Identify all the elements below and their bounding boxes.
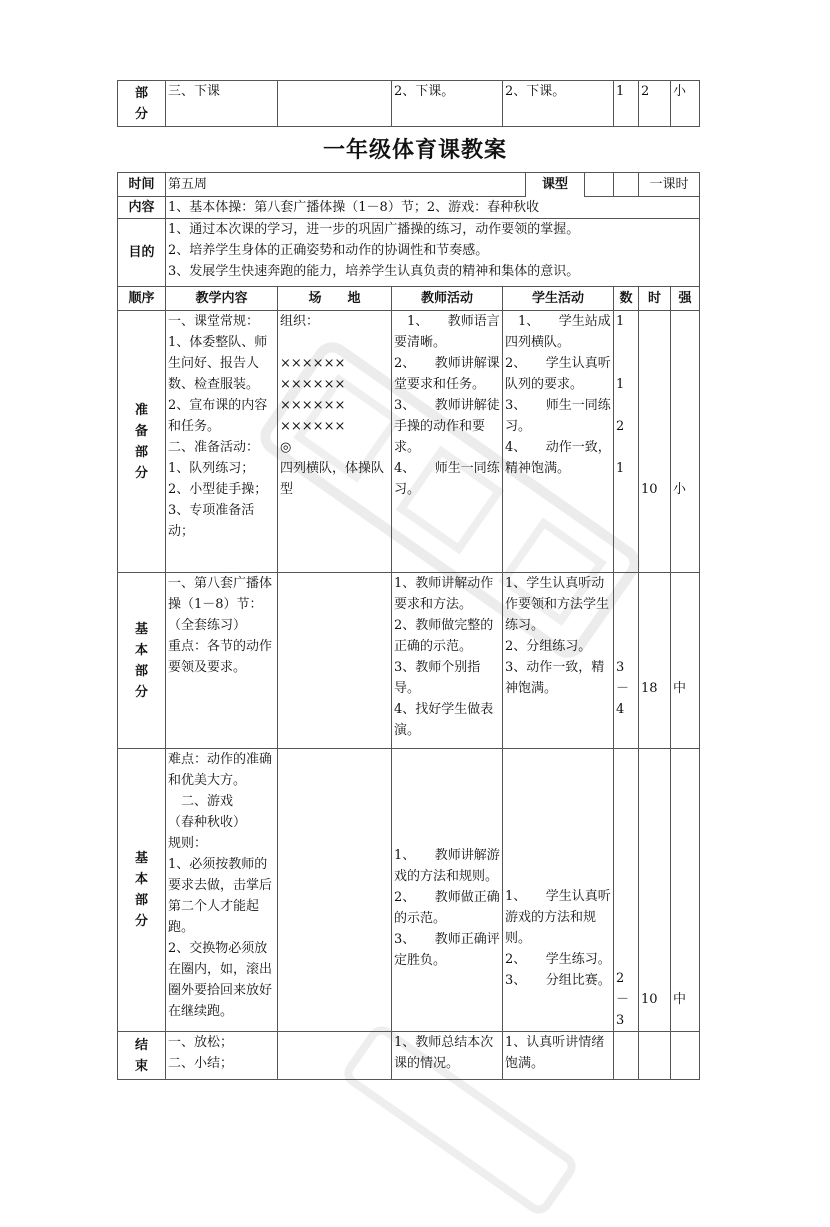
section-prep: 准 备 部 分 xyxy=(118,311,166,573)
header-intensity: 强 xyxy=(671,287,700,311)
end-teacher: 1、教师总结本次课的情况。 xyxy=(392,1032,503,1080)
section-label-end: 部 分 xyxy=(118,81,166,127)
section-basic-2: 基 本 部 分 xyxy=(118,749,166,1032)
type-value: 一课时 xyxy=(639,173,700,197)
prep-student: 1、 学生站成四列横队。 2、 学生认真听队列的要求。 3、 师生一同练习。 4、 动作一致，精神饱满。 xyxy=(503,311,614,573)
header-count: 数 xyxy=(614,287,639,311)
section-end: 结 束 xyxy=(118,1032,166,1080)
type-label-spacer xyxy=(614,173,639,197)
goal-label: 目的 xyxy=(118,219,166,287)
content-label: 内容 xyxy=(118,197,166,219)
end-student: 1、认真听讲情绪饱满。 xyxy=(503,1032,614,1080)
end-time xyxy=(639,1032,671,1080)
end-intensity xyxy=(671,1032,700,1080)
section-basic-1: 基 本 部 分 xyxy=(118,573,166,749)
basic2-time: 10 xyxy=(639,749,671,1032)
basic1-intensity: 中 xyxy=(671,573,700,749)
basic2-venue xyxy=(278,749,392,1032)
header-teacher: 教师活动 xyxy=(392,287,503,311)
venue-cell xyxy=(278,81,392,127)
student-cell: 2、下课。 xyxy=(503,81,614,127)
count-cell: 1 xyxy=(614,81,639,127)
prep-intensity: 小 xyxy=(671,311,700,573)
goal-value: 1、通过本次课的学习，进一步的巩固广播操的练习，动作要领的掌握。 2、培养学生身体的正确姿势和动作的协调性和节奏感。 3、发展学生快速奔跑的能力，培养学生认真负责的精神和集体的意识。 xyxy=(166,219,700,287)
end-venue xyxy=(278,1032,392,1080)
end-count xyxy=(614,1032,639,1080)
basic1-student: 1、学生认真听动作要领和方法学生练习。 2、分组练习。 3、动作一致，精神饱满。 xyxy=(503,573,614,749)
prep-teacher: 1、 教师语言要清晰。 2、 教师讲解课堂要求和任务。 3、 教师讲解徒手操的动作和要求。 4、 师生一同练习。 xyxy=(392,311,503,573)
prep-venue: 组织： ×××××× ×××××× ×××××× ×××××× ◎ 四列横队，体操队型 xyxy=(278,311,392,573)
content-value: 1、基本体操：第八套广播体操（1－8）节；2、游戏：春种秋收 xyxy=(166,197,700,219)
prep-count: 1 1 2 1 xyxy=(614,311,639,573)
prep-content: 一、课堂常规： 1、体委整队、师生问好、报告人数、检查服装。 2、宣布课的内容和任务。 二、准备活动： 1、队列练习； 2、小型徒手操； 3、专项准备活动； xyxy=(166,311,278,573)
basic1-count: 3－ 4 xyxy=(614,573,639,749)
basic2-count: 2－ 3 xyxy=(614,749,639,1032)
basic1-content: 一、第八套广播体操（1－8）节：（全套练习） 重点：各节的动作要领及要求。 xyxy=(166,573,278,749)
time-label: 时间 xyxy=(118,173,166,197)
header-time: 时 xyxy=(639,287,671,311)
lesson-plan-table xyxy=(117,172,700,1080)
basic1-venue xyxy=(278,573,392,749)
page-title: 一年级体育课教案 xyxy=(322,138,507,163)
previous-lesson-table xyxy=(117,80,700,127)
header-venue: 场 地 xyxy=(278,287,392,311)
basic2-teacher: 1、 教师讲解游戏的方法和规则。 2、 教师做正确的示范。 3、 教师正确评定胜负。 xyxy=(392,749,503,1032)
intensity-cell: 小 xyxy=(671,81,700,127)
basic2-student: 1、 学生认真听游戏的方法和规则。 2、 学生练习。 3、 分组比赛。 xyxy=(503,749,614,1032)
header-content: 教学内容 xyxy=(166,287,278,311)
end-content: 一、放松； 二、小结； xyxy=(166,1032,278,1080)
basic2-intensity: 中 xyxy=(671,749,700,1032)
content-cell: 三、下课 xyxy=(166,81,278,127)
basic1-teacher: 1、教师讲解动作要求和方法。 2、教师做完整的正确的示范。 3、教师个别指导。 4、找好学生做表演。 xyxy=(392,573,503,749)
header-student: 学生活动 xyxy=(503,287,614,311)
basic2-content: 难点：动作的准确和优美大方。 二、游戏 （春种秋收） 规则： 1、必须按教师的要求去做，击掌后第二个人才能起跑。 2、交换物必须放在圈内，如，滚出圈外要拾回来放好在继续跑。 xyxy=(166,749,278,1032)
time-value: 第五周 xyxy=(166,173,614,197)
time-cell: 2 xyxy=(639,81,671,127)
type-label: 课型 xyxy=(525,173,585,197)
prep-time: 10 xyxy=(639,311,671,573)
basic1-time: 18 xyxy=(639,573,671,749)
header-order: 顺序 xyxy=(118,287,166,311)
teacher-cell: 2、下课。 xyxy=(392,81,503,127)
